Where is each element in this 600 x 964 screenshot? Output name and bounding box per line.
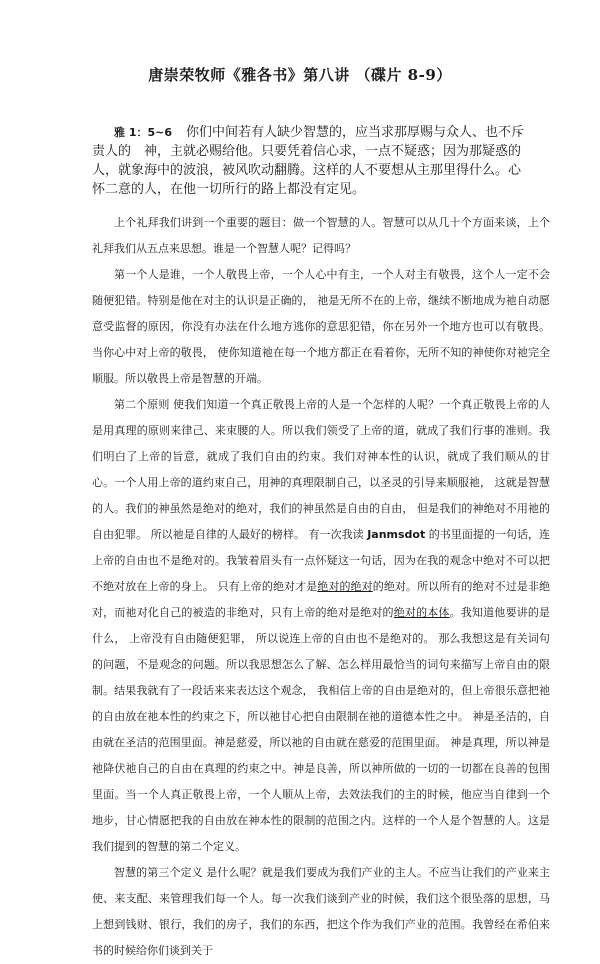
paragraph-first-principle: 第一个人是谁，一个人敬畏上帝，一个人心中有主，一个人对主有敬畏，这个人一定不会随便犯错。特别是他在对主的认识是正确的， 祂是无所不在的上帝，继续不断地成为祂自动愿意受监督的原因，你没有办法在什么地方逃你的意思犯错，你在另外一个地方也可以有敬畏。当你心中对上帝的敬畏， 使你知道祂在每一个地方都正在看着你，无所不知的神使你对祂完全顺服。所以敬畏上帝是智慧的开端。 (92, 268, 550, 385)
paragraph-text: 的书里面提的一句话，连上帝的自由也不是绝对的。我皱着眉头有一点怀疑这一句话，因为在我的观念中绝对不可以把不绝对放在上帝的身上。 只有上帝的绝对才是 (92, 528, 551, 593)
paragraph-text: 。我知道他要讲的是什么， 上帝没有自由随便犯罪， 所以说连上帝的自由也不是绝对的。 那么我想这是有关词句的问题，不是观念的问题。所以我思想怎么了解、怎么样用最恰当的词句来描写上帝自由的限制。结果我就有了一段话来来表达这个观念， 我相信上帝的自由是绝对的，但上帝很乐意把祂的自由放在祂本性的约束之下，所以祂甘心把自由限制在祂的道德本性之中。 神是圣洁的，自由就在圣洁的范围里面。神是慈爱，所以祂的自由就在慈爱的范围里面。 神是真理，所以神是祂降伏祂自己的自由在真理的约束之中。神是良善，所以神所做的一切的一切都在良善的包围里面。当一个人真正敬畏上帝，一个人顺从上帝，去效法我们的主的时候，他应当自律到一个地步，甘心情愿把我的自由放在神本性的限制的范围之内。这样的一个人是个智慧的人。这是我们提到的智慧的第二个定义。 (92, 606, 551, 853)
paragraph-text: 第二个原则 使我们知道一个真正敬畏上帝的人是一个怎样的人呢？一个真正敬畏上帝的人是用真理的原则来律己、来束腰的人。所以我们领受了上帝的道，就成了我们行事的准则。我们明白了上帝的旨意，就成了我们自由的约束。我们对神本性的认识，就成了我们顺从的甘心。一个人用上帝的道约束自己，用神的真理限制自己，以圣灵的引导来顺服祂， 这就是智慧的人。我们的神虽然是绝对的绝对，我们的神虽然是自由的自由， 但是我们的神绝对不用祂的自由犯罪。 所以祂是自律的人最好的榜样。 有一次我读 (92, 398, 550, 541)
scripture-reference: 雅 1：5~6 (114, 126, 173, 139)
page-title: 唐崇荣牧师《雅各书》第八讲 （碟片 8-9） (148, 66, 452, 84)
underlined-phrase: 绝对的绝对 (317, 580, 373, 593)
paragraph-third-definition: 智慧的第三个定义 是什么呢？就是我们要成为我们产业的主人。不应当让我们的产业来主使、来支配、来管理我们每一个人。每一次我们谈到产业的时候，我们这个很坠落的思想，马上想到钱财、银行，我们的房子，我们的东西，把这个作为我们产业的范围。我曾经在希伯来书的时候给你们谈到关于 (92, 866, 550, 957)
scripture-text: 你们中间若有人缺少智慧的，应当求那厚赐与众人、也不斥责人的 神，主就必赐给他。只要凭着信心求，一点不疑惑；因为那疑惑的人，就象海中的波浪，被风吹动翻腾。这样的人不要想从主那里得什么。心怀二意的人，在他一切所行的路上都没有定见。 (92, 125, 525, 197)
sermon-body (92, 210, 550, 964)
author-name: Janmsdot (367, 528, 426, 541)
paragraph-second-principle (92, 392, 550, 860)
scripture-block (92, 123, 532, 199)
paragraph-text: 的绝对。所以所有的绝对不过是非绝对，而祂对化自己的被造的非绝对，只有上帝的绝对是绝对的 (92, 580, 551, 619)
underlined-phrase: 绝对的本体 (393, 606, 450, 619)
paragraph-intro: 上个礼拜我们讲到一个重要的题目：做一个智慧的人。智慧可以从几十个方面来谈，上个礼拜我们从五点来思想。谁是一个智慧人呢？记得吗？ (92, 216, 550, 255)
